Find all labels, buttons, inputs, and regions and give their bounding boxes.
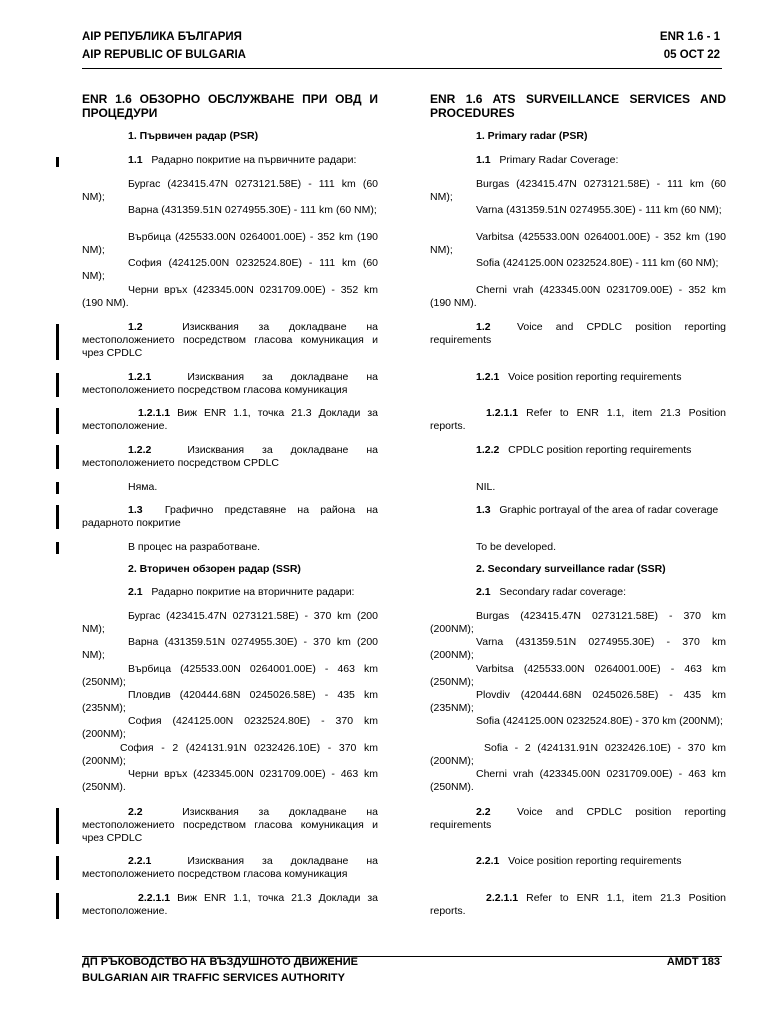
paragraph-2-2 [82, 806, 378, 845]
paragraph-text: Refer to ENR 1.1, item 21.3 Position reports. [430, 892, 727, 917]
paragraph-2-2-1 [430, 855, 726, 868]
change-bar [56, 808, 59, 844]
paragraph-number: 2.2.1.1 [486, 892, 519, 904]
ssr-varbitsa: Върбица (425533.00N 0264001.00E) - 463 km (250NM); [82, 663, 378, 688]
paragraph-text: Refer to ENR 1.1, item 21.3 Position reports. [430, 407, 727, 432]
change-bar [56, 893, 59, 919]
paragraph-text: Виж ENR 1.1, точка 21.3 Доклади за местоположение. [82, 407, 379, 432]
footer-authority-en: BULGARIAN AIR TRAFFIC SERVICES AUTHORITY [82, 972, 345, 984]
paragraph-text: Voice and CPDLC position reporting requirements [430, 806, 726, 831]
paragraph-2-1 [82, 586, 378, 599]
paragraph-text: Виж ENR 1.1, точка 21.3 Доклади за местоположение. [82, 892, 379, 917]
paragraph-number: 2.2.1 [476, 855, 500, 867]
paragraph-number: 1.2.1 [476, 371, 500, 383]
paragraph-number: 2.1 [128, 586, 143, 598]
ssr-cherni-vrah: Cherni vrah (423345.00N 0231709.00E) - 463 km (250NM). [430, 768, 726, 793]
nil-text: NIL. [476, 481, 496, 493]
paragraph-text: Graphic portrayal of the area of radar coverage [499, 504, 719, 516]
page-header-right [660, 28, 720, 64]
paragraph-text: Радарно покритие на вторичните радари: [151, 586, 355, 598]
ssr-burgas: Бургас (423415.47N 0273121.58E) - 370 km (200 NM); [82, 610, 378, 635]
paragraph-text: Изисквания за докладване на местоположението посредством гласова комуникация и чрез CPDLC [82, 321, 378, 359]
section-title: ENR 1.6 ОБЗОРНО ОБСЛУЖВАНЕ ПРИ ОВД И ПРОЦЕДУРИ [82, 92, 378, 120]
paragraph-number: 1.3 [476, 504, 491, 516]
paragraph-number: 1.2.1 [128, 371, 152, 383]
change-bar [56, 482, 59, 494]
ssr-sofia-2: София - 2 (424131.91N 0232426.10E) - 370 km (200NM); [82, 742, 378, 767]
column-bulgarian [82, 92, 379, 917]
psr-varbitsa: Varbitsa (425533.00N 0264001.00E) - 352 km (190 NM); [430, 231, 726, 256]
psr-sofia: София (424125.00N 0232524.80E) - 111 km (60 NM); [82, 257, 378, 282]
paragraph-number: 1.2 [476, 321, 491, 333]
paragraph-1-1 [82, 154, 378, 167]
paragraph-text: Изисквания за докладване на местоположението посредством гласова комуникация и чрез CPDLC [82, 806, 378, 844]
change-bar [56, 157, 59, 167]
section-heading-psr: 1. Първичен радар (PSR) [128, 130, 259, 142]
paragraph-number: 1.2.2 [476, 444, 500, 456]
paragraph-text: Voice position reporting requirements [508, 855, 682, 867]
paragraph-number: 1.2.2 [128, 444, 152, 456]
paragraph-2-1 [430, 586, 726, 599]
psr-varbitsa: Върбица (425533.00N 0264001.00E) - 352 km (190 NM); [82, 231, 378, 256]
paragraph-text: Voice and CPDLC position reporting requirements [430, 321, 726, 346]
paragraph-1-2-2 [82, 444, 378, 470]
paragraph-number: 2.2.1.1 [138, 892, 171, 904]
psr-cherni-vrah: Черни връх (423345.00N 0231709.00E) - 352 km (190 NM). [82, 284, 378, 309]
header-rule [82, 68, 722, 69]
paragraph-text: Радарно покритие на първичните радари: [151, 154, 357, 166]
psr-burgas: Burgas (423415.47N 0273121.58E) - 111 km (60 NM); [430, 178, 726, 203]
footer-authority-bg: ДП РЪКОВОДСТВО НА ВЪЗДУШНОТО ДВИЖЕНИЕ [82, 956, 358, 968]
psr-burgas: Бургас (423415.47N 0273121.58E) - 111 km (60 NM); [82, 178, 378, 203]
paragraph-1-2-1-1 [430, 407, 726, 433]
paragraph-number: 2.1 [476, 586, 491, 598]
change-bar [56, 373, 59, 397]
paragraph-number: 1.2.1.1 [138, 407, 171, 419]
page-footer-left [82, 954, 358, 986]
paragraph-2-2-1-1 [82, 892, 378, 918]
to-be-developed-text: В процес на разработване. [128, 541, 261, 553]
ssr-sofia-2: Sofia - 2 (424131.91N 0232426.10E) - 370 km (200NM); [430, 742, 726, 767]
section-heading-ssr: 2. Secondary surveillance radar (SSR) [476, 563, 666, 575]
ssr-sofia: София (424125.00N 0232524.80E) - 370 km (200NM); [82, 715, 378, 740]
psr-cherni-vrah: Cherni vrah (423345.00N 0231709.00E) - 352 km (190 NM). [430, 284, 726, 309]
paragraph-text: Изисквания за докладване на местоположението посредством гласова комуникация [82, 371, 378, 396]
paragraph-1-2 [82, 321, 378, 360]
paragraph-number: 2.2.1 [128, 855, 152, 867]
header-title-bg: AIP РЕПУБЛИКА БЪЛГАРИЯ [82, 31, 242, 43]
section-title: ENR 1.6 ATS SURVEILLANCE SERVICES AND PROCEDURES [430, 92, 726, 120]
paragraph-text: Изисквания за докладване на местоположението посредством CPDLC [82, 444, 378, 469]
paragraph-1-2-2 [430, 444, 726, 457]
ssr-burgas: Burgas (423415.47N 0273121.58E) - 370 km (200NM); [430, 610, 726, 635]
ssr-plovdiv: Пловдив (420444.68N 0245026.58E) - 435 km (235NM); [82, 689, 378, 714]
paragraph-number: 1.1 [476, 154, 491, 166]
change-bar [56, 445, 59, 469]
paragraph-number: 2.2 [476, 806, 491, 818]
paragraph-2-2-1-1 [430, 892, 726, 918]
header-title-en: AIP REPUBLIC OF BULGARIA [82, 49, 246, 61]
paragraph-text: Primary Radar Coverage: [499, 154, 619, 166]
paragraph-number: 1.2 [128, 321, 143, 333]
paragraph-1-2-1 [82, 371, 378, 397]
change-bar [56, 542, 59, 554]
paragraph-2-2-1 [82, 855, 378, 881]
paragraph-1-3 [430, 504, 726, 517]
amendment-number: AMDT 183 [666, 956, 720, 968]
paragraph-text: Изисквания за докладване на местоположението посредством гласова комуникация [82, 855, 378, 880]
to-be-developed-text: To be developed. [476, 541, 556, 553]
paragraph-text: CPDLC position reporting requirements [508, 444, 692, 456]
ssr-plovdiv: Plovdiv (420444.68N 0245026.58E) - 435 km (235NM); [430, 689, 726, 714]
paragraph-1-2 [430, 321, 726, 347]
paragraph-number: 1.2.1.1 [486, 407, 519, 419]
paragraph-number: 1.3 [128, 504, 143, 516]
ssr-sofia: Sofia (424125.00N 0232524.80E) - 370 km (200NM); [476, 715, 723, 727]
ssr-varna: Varna (431359.51N 0274955.30E) - 370 km (200NM); [430, 636, 726, 661]
ssr-varna: Варна (431359.51N 0274955.30E) - 370 km (200 NM); [82, 636, 378, 661]
psr-sofia: Sofia (424125.00N 0232524.80E) - 111 km (60 NM); [476, 257, 719, 269]
psr-varna: Варна (431359.51N 0274955.30E) - 111 km (60 NM); [128, 204, 377, 216]
change-bar [56, 324, 59, 360]
psr-varna: Varna (431359.51N 0274955.30E) - 111 km (60 NM); [476, 204, 722, 216]
change-bar [56, 408, 59, 434]
section-heading-psr: 1. Primary radar (PSR) [476, 130, 588, 142]
paragraph-2-2 [430, 806, 726, 832]
paragraph-text: Voice position reporting requirements [508, 371, 682, 383]
page-date: 05 OCT 22 [663, 49, 720, 61]
paragraph-text: Secondary radar coverage: [499, 586, 627, 598]
paragraph-1-2-1 [430, 371, 726, 384]
ssr-varbitsa: Varbitsa (425533.00N 0264001.00E) - 463 km (250NM); [430, 663, 726, 688]
change-bar [56, 856, 59, 880]
section-heading-ssr: 2. Вторичен обзорен радар (SSR) [128, 563, 301, 575]
nil-text: Няма. [128, 481, 158, 493]
ssr-cherni-vrah: Черни връх (423345.00N 0231709.00E) - 463 km (250NM). [82, 768, 378, 793]
paragraph-number: 1.1 [128, 154, 143, 166]
paragraph-number: 2.2 [128, 806, 143, 818]
page-id: ENR 1.6 - 1 [659, 31, 720, 43]
paragraph-1-1 [430, 154, 726, 167]
page-header-left [82, 28, 246, 64]
change-bar [56, 505, 59, 529]
paragraph-1-3 [82, 504, 378, 530]
column-english [430, 92, 727, 917]
paragraph-text: Графично представяне на района на радарното покритие [82, 504, 378, 529]
paragraph-1-2-1-1 [82, 407, 378, 433]
